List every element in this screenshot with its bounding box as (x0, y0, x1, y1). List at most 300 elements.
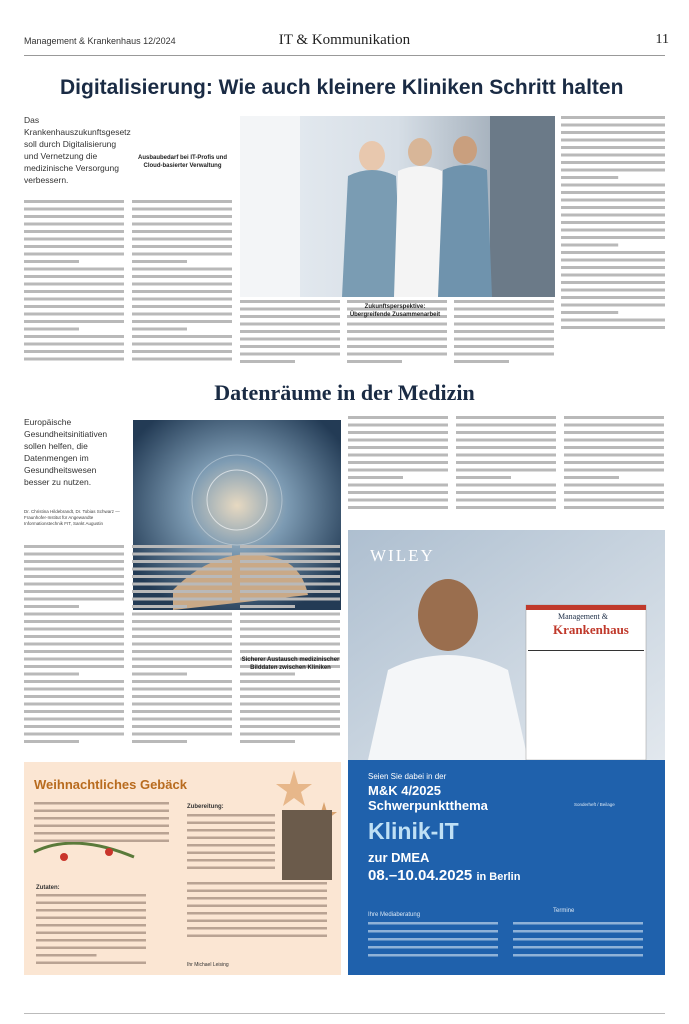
text-line (24, 268, 124, 271)
text-line (456, 484, 556, 487)
text-line (348, 416, 448, 419)
text-line (36, 924, 146, 927)
text-line (561, 289, 665, 292)
text-line (24, 733, 124, 736)
text-line (187, 927, 327, 930)
text-line (132, 643, 232, 646)
text-line (561, 229, 665, 232)
text-line (24, 613, 124, 616)
text-line (454, 300, 554, 303)
text-line (347, 360, 402, 363)
text-line (454, 360, 509, 363)
text-line (24, 680, 124, 683)
article2-body-columns-right (348, 416, 665, 516)
text-line (24, 290, 124, 293)
text-line (456, 416, 556, 419)
text-line (24, 553, 124, 556)
text-line (348, 424, 448, 427)
text-line (24, 238, 124, 241)
text-line (24, 320, 124, 323)
text-line (187, 912, 327, 915)
text-line (36, 909, 146, 912)
text-line (24, 725, 124, 728)
text-line (454, 323, 554, 326)
text-line (132, 560, 232, 563)
text-line (132, 733, 232, 736)
text-line (456, 439, 556, 442)
text-line (561, 139, 665, 142)
text-line (240, 300, 340, 303)
text-line (240, 583, 340, 586)
text-line (132, 650, 232, 653)
text-line (348, 469, 448, 472)
text-line (132, 298, 232, 301)
text-line (347, 345, 447, 348)
text-line (132, 605, 187, 608)
text-line (240, 740, 295, 743)
text-line (456, 469, 556, 472)
text-line (561, 116, 665, 119)
text-line (368, 938, 498, 941)
text-line (132, 238, 232, 241)
text-line (348, 484, 448, 487)
text-line (454, 353, 554, 356)
text-line (24, 200, 124, 203)
text-line (24, 695, 124, 698)
text-line (513, 946, 643, 949)
text-line (456, 461, 556, 464)
ad-line-5: zur DMEA (368, 850, 430, 865)
text-line (561, 184, 665, 187)
text-line (561, 206, 665, 209)
text-line (24, 710, 124, 713)
footer-divider (24, 1013, 665, 1014)
text-line (24, 358, 124, 361)
text-line (561, 304, 665, 307)
text-line (36, 917, 146, 920)
text-line (561, 191, 665, 194)
text-line (456, 431, 556, 434)
text-line (561, 311, 618, 314)
text-line (24, 583, 124, 586)
text-line (240, 725, 340, 728)
article1-sidebar-column (561, 116, 665, 335)
text-line (454, 345, 554, 348)
text-line (132, 253, 232, 256)
ad-line-2: M&K 4/2025 (368, 783, 441, 798)
text-line (24, 545, 124, 548)
text-line (24, 598, 124, 601)
cookie-preparation-text (187, 814, 277, 874)
text-line (36, 932, 146, 935)
text-line (132, 680, 232, 683)
text-line (24, 245, 124, 248)
text-line (348, 499, 448, 502)
text-line (187, 882, 327, 885)
text-line (24, 215, 124, 218)
text-line (454, 308, 554, 311)
text-line (348, 491, 448, 494)
text-line (24, 350, 124, 353)
cookie-title: Weihnachtliches Gebäck (34, 777, 187, 792)
text-line (348, 506, 448, 509)
text-line (240, 680, 340, 683)
header-divider (24, 55, 665, 56)
text-line (513, 938, 643, 941)
text-line (24, 305, 124, 308)
text-line (240, 650, 340, 653)
cookie-ingredients-label: Zutaten: (36, 885, 60, 891)
text-line (564, 499, 664, 502)
text-line (456, 506, 556, 509)
cookie-recipe-box (24, 762, 341, 975)
text-line (513, 930, 643, 933)
article2-author: Dr. Christina Hildebrandt, Dr. Tobias Schwarz — Fraunhofer-Institut für Angewandte Informationstechnik FIT, Sankt Augustin (24, 509, 120, 526)
text-line (454, 330, 554, 333)
text-line (132, 613, 232, 616)
header-issue: Management & Krankenhaus 12/2024 (24, 36, 176, 46)
text-line (561, 296, 665, 299)
text-line (561, 326, 665, 329)
text-line (34, 810, 169, 813)
text-line (348, 446, 448, 449)
text-line (132, 335, 232, 338)
text-line (456, 491, 556, 494)
text-line (24, 230, 124, 233)
text-line (24, 208, 124, 211)
text-line (24, 605, 79, 608)
text-line (132, 590, 232, 593)
text-line (36, 947, 146, 950)
text-line (132, 688, 232, 691)
wiley-advertisement[interactable] (348, 530, 665, 975)
text-line (132, 268, 232, 271)
text-line (132, 215, 232, 218)
text-line (561, 214, 665, 217)
text-line (34, 802, 169, 805)
text-line (36, 902, 146, 905)
text-line (348, 439, 448, 442)
text-line (564, 431, 664, 434)
text-line (368, 930, 498, 933)
text-line (24, 313, 124, 316)
text-line (454, 315, 554, 318)
text-line (187, 814, 275, 817)
text-line (240, 345, 340, 348)
text-line (347, 330, 447, 333)
text-line (132, 718, 232, 721)
text-line (132, 230, 232, 233)
text-line (240, 308, 340, 311)
article2-body-columns-left (24, 545, 341, 755)
article2-title: Datenräume in der Medizin (214, 380, 475, 405)
text-line (24, 703, 124, 706)
text-line (24, 673, 79, 676)
text-line (24, 628, 124, 631)
ad-contact-title: Ihre Mediaberatung (368, 912, 421, 918)
text-line (132, 568, 232, 571)
text-line (132, 695, 232, 698)
text-line (132, 598, 232, 601)
text-line (187, 920, 327, 923)
text-line (132, 553, 232, 556)
author-portrait (282, 810, 332, 880)
text-line (240, 330, 340, 333)
text-line (240, 628, 340, 631)
text-line (240, 353, 340, 356)
text-line (456, 454, 556, 457)
text-line (240, 673, 295, 676)
text-line (240, 323, 340, 326)
ad-contact-details (368, 922, 648, 967)
article2-lead: Europäische Gesundheitsinitiativen sollen helfen, die Datenmengen im Gesundheitswesen besser zu nutzen. (24, 417, 108, 487)
text-line (36, 939, 146, 942)
text-line (24, 590, 124, 593)
text-line (240, 733, 340, 736)
text-line (34, 825, 169, 828)
text-line (240, 688, 340, 691)
text-line (561, 169, 665, 172)
text-line (347, 338, 447, 341)
cookie-ingredients-list (36, 894, 151, 969)
text-line (187, 859, 275, 862)
text-line (348, 476, 403, 479)
text-line (132, 260, 187, 263)
ad-line-3: Schwerpunktthema (368, 798, 488, 813)
text-line (561, 154, 665, 157)
text-line (24, 688, 124, 691)
text-line (240, 703, 340, 706)
text-line (187, 905, 327, 908)
text-line (240, 635, 340, 638)
text-line (368, 954, 498, 957)
text-line (564, 424, 664, 427)
text-line (187, 852, 275, 855)
text-line (132, 283, 232, 286)
text-line (24, 260, 79, 263)
text-line (132, 725, 232, 728)
text-line (564, 439, 664, 442)
article1-body-columns-left (24, 200, 239, 370)
text-line (240, 710, 340, 713)
text-line (24, 298, 124, 301)
text-line (132, 313, 232, 316)
text-line (240, 568, 340, 571)
cookie-preparation-text-2 (187, 882, 332, 942)
text-line (132, 320, 232, 323)
ad-line-1: Seien Sie dabei in der (368, 772, 447, 781)
text-line (454, 338, 554, 341)
text-line (240, 575, 340, 578)
cookie-intro-text (34, 802, 174, 852)
text-line (240, 315, 340, 318)
text-line (132, 200, 232, 203)
text-line (24, 740, 79, 743)
text-line (132, 628, 232, 631)
text-line (240, 545, 340, 548)
text-line (564, 491, 664, 494)
text-line (24, 560, 124, 563)
text-line (564, 476, 619, 479)
text-line (24, 718, 124, 721)
magazine-title-1: Management & (558, 612, 608, 621)
cookie-credit: Ihr Michael Leising (187, 962, 229, 968)
text-line (564, 506, 664, 509)
article1-subheading-1: Ausbaubedarf bei IT-Profis und Cloud-basierter Verwaltung (137, 155, 227, 169)
text-line (24, 223, 124, 226)
text-line (240, 620, 340, 623)
text-line (187, 822, 275, 825)
text-line (240, 590, 340, 593)
magazine-title-2: Krankenhaus (553, 622, 629, 637)
text-line (347, 323, 447, 326)
text-line (561, 199, 665, 202)
text-line (561, 251, 665, 254)
text-line (132, 545, 232, 548)
cookie-preparation-label: Zubereitung: (187, 804, 224, 810)
text-line (187, 837, 275, 840)
text-line (132, 328, 187, 331)
text-line (132, 703, 232, 706)
text-line (561, 266, 665, 269)
text-line (34, 840, 169, 843)
text-line (561, 161, 665, 164)
page-number: 11 (655, 32, 669, 47)
text-line (187, 867, 275, 870)
text-line (561, 124, 665, 127)
text-line (24, 283, 124, 286)
text-line (561, 146, 665, 149)
text-line (24, 335, 124, 338)
text-line (240, 560, 340, 563)
wiley-logo: WILEY (370, 546, 435, 565)
text-line (187, 844, 275, 847)
text-line (132, 350, 232, 353)
text-line (561, 281, 665, 284)
text-line (240, 718, 340, 721)
text-line (240, 360, 295, 363)
text-line (132, 620, 232, 623)
ad-text-panel (348, 760, 665, 975)
text-line (561, 259, 665, 262)
text-line (240, 605, 295, 608)
text-line (24, 643, 124, 646)
text-line (24, 328, 79, 331)
text-line (348, 454, 448, 457)
text-line (132, 343, 232, 346)
text-line (456, 499, 556, 502)
text-line (240, 338, 340, 341)
text-line (34, 832, 169, 835)
text-line (132, 275, 232, 278)
text-line (34, 817, 169, 820)
ad-termine-title: Termine (553, 908, 575, 914)
text-line (187, 935, 327, 938)
article1-subheading-2: Zukunftsperspektive: Übergreifende Zusammenarbeit (349, 304, 441, 318)
text-line (132, 358, 232, 361)
text-line (132, 575, 232, 578)
text-line (456, 424, 556, 427)
text-line (561, 244, 618, 247)
article1-photo-doctors (240, 116, 555, 297)
ad-badge: Sonderheft / Beilage (574, 802, 615, 807)
text-line (132, 740, 187, 743)
text-line (36, 894, 146, 897)
text-line (24, 620, 124, 623)
text-line (513, 922, 643, 925)
text-line (564, 484, 664, 487)
text-line (564, 469, 664, 472)
text-line (36, 954, 97, 957)
article1-title: Digitalisierung: Wie auch kleinere Kliniken Schritt halten (60, 76, 624, 99)
text-line (513, 954, 643, 957)
text-line (132, 208, 232, 211)
text-line (561, 131, 665, 134)
header-section: IT & Kommunikation (278, 32, 411, 48)
text-line (368, 922, 498, 925)
text-line (132, 223, 232, 226)
text-line (564, 461, 664, 464)
text-line (24, 575, 124, 578)
text-line (561, 236, 665, 239)
text-line (24, 635, 124, 638)
text-line (24, 665, 124, 668)
text-line (240, 613, 340, 616)
text-line (561, 176, 618, 179)
text-line (564, 416, 664, 419)
text-line (240, 553, 340, 556)
text-line (132, 305, 232, 308)
text-line (24, 275, 124, 278)
text-line (368, 946, 498, 949)
text-line (24, 343, 124, 346)
ad-headline: Klinik-IT (368, 818, 459, 844)
text-line (561, 274, 665, 277)
text-line (132, 673, 187, 676)
text-line (132, 583, 232, 586)
article2-subheading-1: Sicherer Austausch medizinischer Bilddaten zwischen Kliniken (241, 657, 340, 671)
text-line (348, 461, 448, 464)
text-line (561, 319, 665, 322)
text-line (240, 643, 340, 646)
text-line (564, 446, 664, 449)
text-line (561, 221, 665, 224)
text-line (187, 897, 327, 900)
text-line (347, 353, 447, 356)
article1-lead: Das Krankenhauszukunftsgesetz soll durch Digitalisierung und Vernetzung die medizinische Versorgung verbessern. (24, 115, 131, 185)
text-line (132, 245, 232, 248)
text-line (132, 665, 232, 668)
text-line (24, 568, 124, 571)
text-line (187, 829, 275, 832)
text-line (456, 446, 556, 449)
text-line (24, 658, 124, 661)
text-line (132, 290, 232, 293)
text-line (132, 635, 232, 638)
text-line (132, 658, 232, 661)
text-line (36, 962, 146, 965)
text-line (564, 454, 664, 457)
text-line (240, 695, 340, 698)
text-line (24, 253, 124, 256)
ad-date: 08.–10.04.2025 in Berlin (368, 867, 521, 884)
text-line (24, 650, 124, 653)
text-line (348, 431, 448, 434)
text-line (240, 598, 340, 601)
text-line (187, 890, 327, 893)
text-line (132, 710, 232, 713)
text-line (456, 476, 511, 479)
